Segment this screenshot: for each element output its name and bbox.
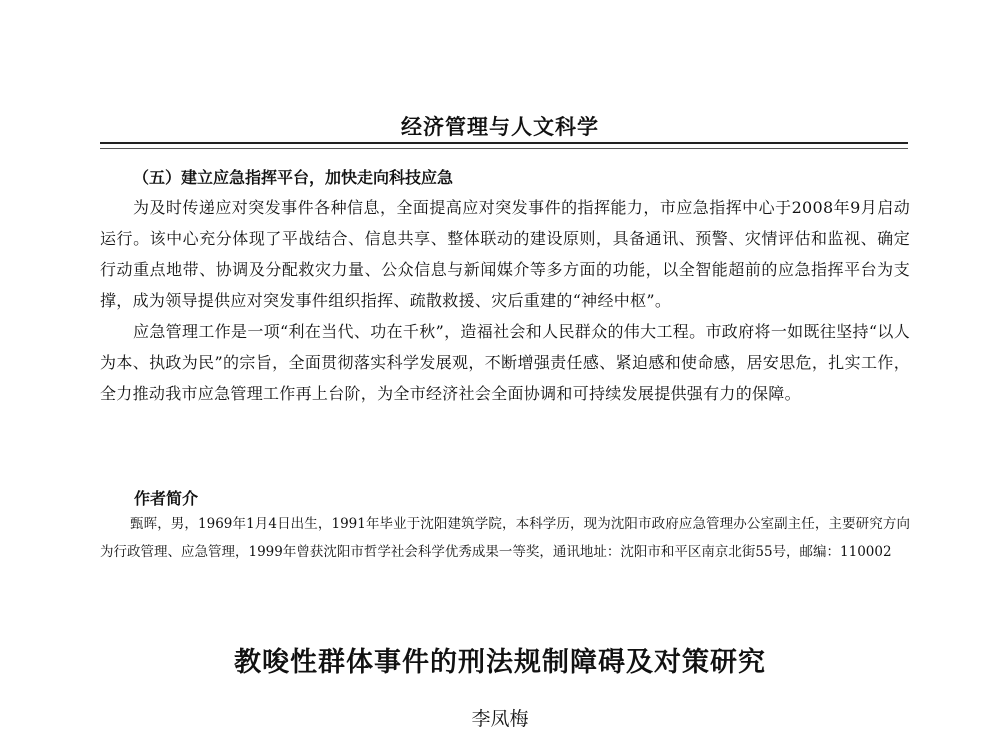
section-body [100,164,910,409]
next-article-title: 教唆性群体事件的刑法规制障碍及对策研究 [234,647,766,678]
next-article-author: 李凤梅 [471,708,529,730]
running-header-title: 经济管理与人文科学 [401,115,599,139]
section-heading: （五）建立应急指挥平台，加快走向科技应急 [133,168,454,187]
author-bio-text: 甄晖，男，1969年1月4日出生，1991年毕业于沈阳建筑学院，本科学历，现为沈阳市政府应急管理办公室副主任，主要研究方向为行政管理、应急管理，1999年曾获沈阳市哲学社会科学优秀成果一等奖，通讯地址：沈阳市和平区南京北街55号，邮编：110002 [100,516,910,560]
header-rule-thick [100,142,908,144]
paragraph-1: 为及时传递应对突发事件各种信息，全面提高应对突发事件的指挥能力，市应急指挥中心于2008年9月启动运行。该中心充分体现了平战结合、信息共享、整体联动的建设原则，具备通讯、预警、灾情评估和监视、确定行动重点地带、协调及分配救灾力量、公众信息与新闻媒介等多方面的功能，以全智能超前的应急指挥平台为支撑，成为领导提供应对突发事件组织指挥、疏散救援、灾后重建的“神经中枢”。 [100,198,910,310]
header-rule-thin [100,148,908,149]
author-bio-heading: 作者简介 [134,489,199,508]
paragraph-2: 应急管理工作是一项“利在当代、功在千秋”，造福社会和人民群众的伟大工程。市政府将一如既往坚持“以人为本、执政为民”的宗旨，全面贯彻落实科学发展观，不断增强责任感、紧迫感和使命感，居安思危，扎实工作，全力推动我市应急管理工作再上台阶，为全市经济社会全面协调和可持续发展提供强有力的保障。 [100,322,910,403]
